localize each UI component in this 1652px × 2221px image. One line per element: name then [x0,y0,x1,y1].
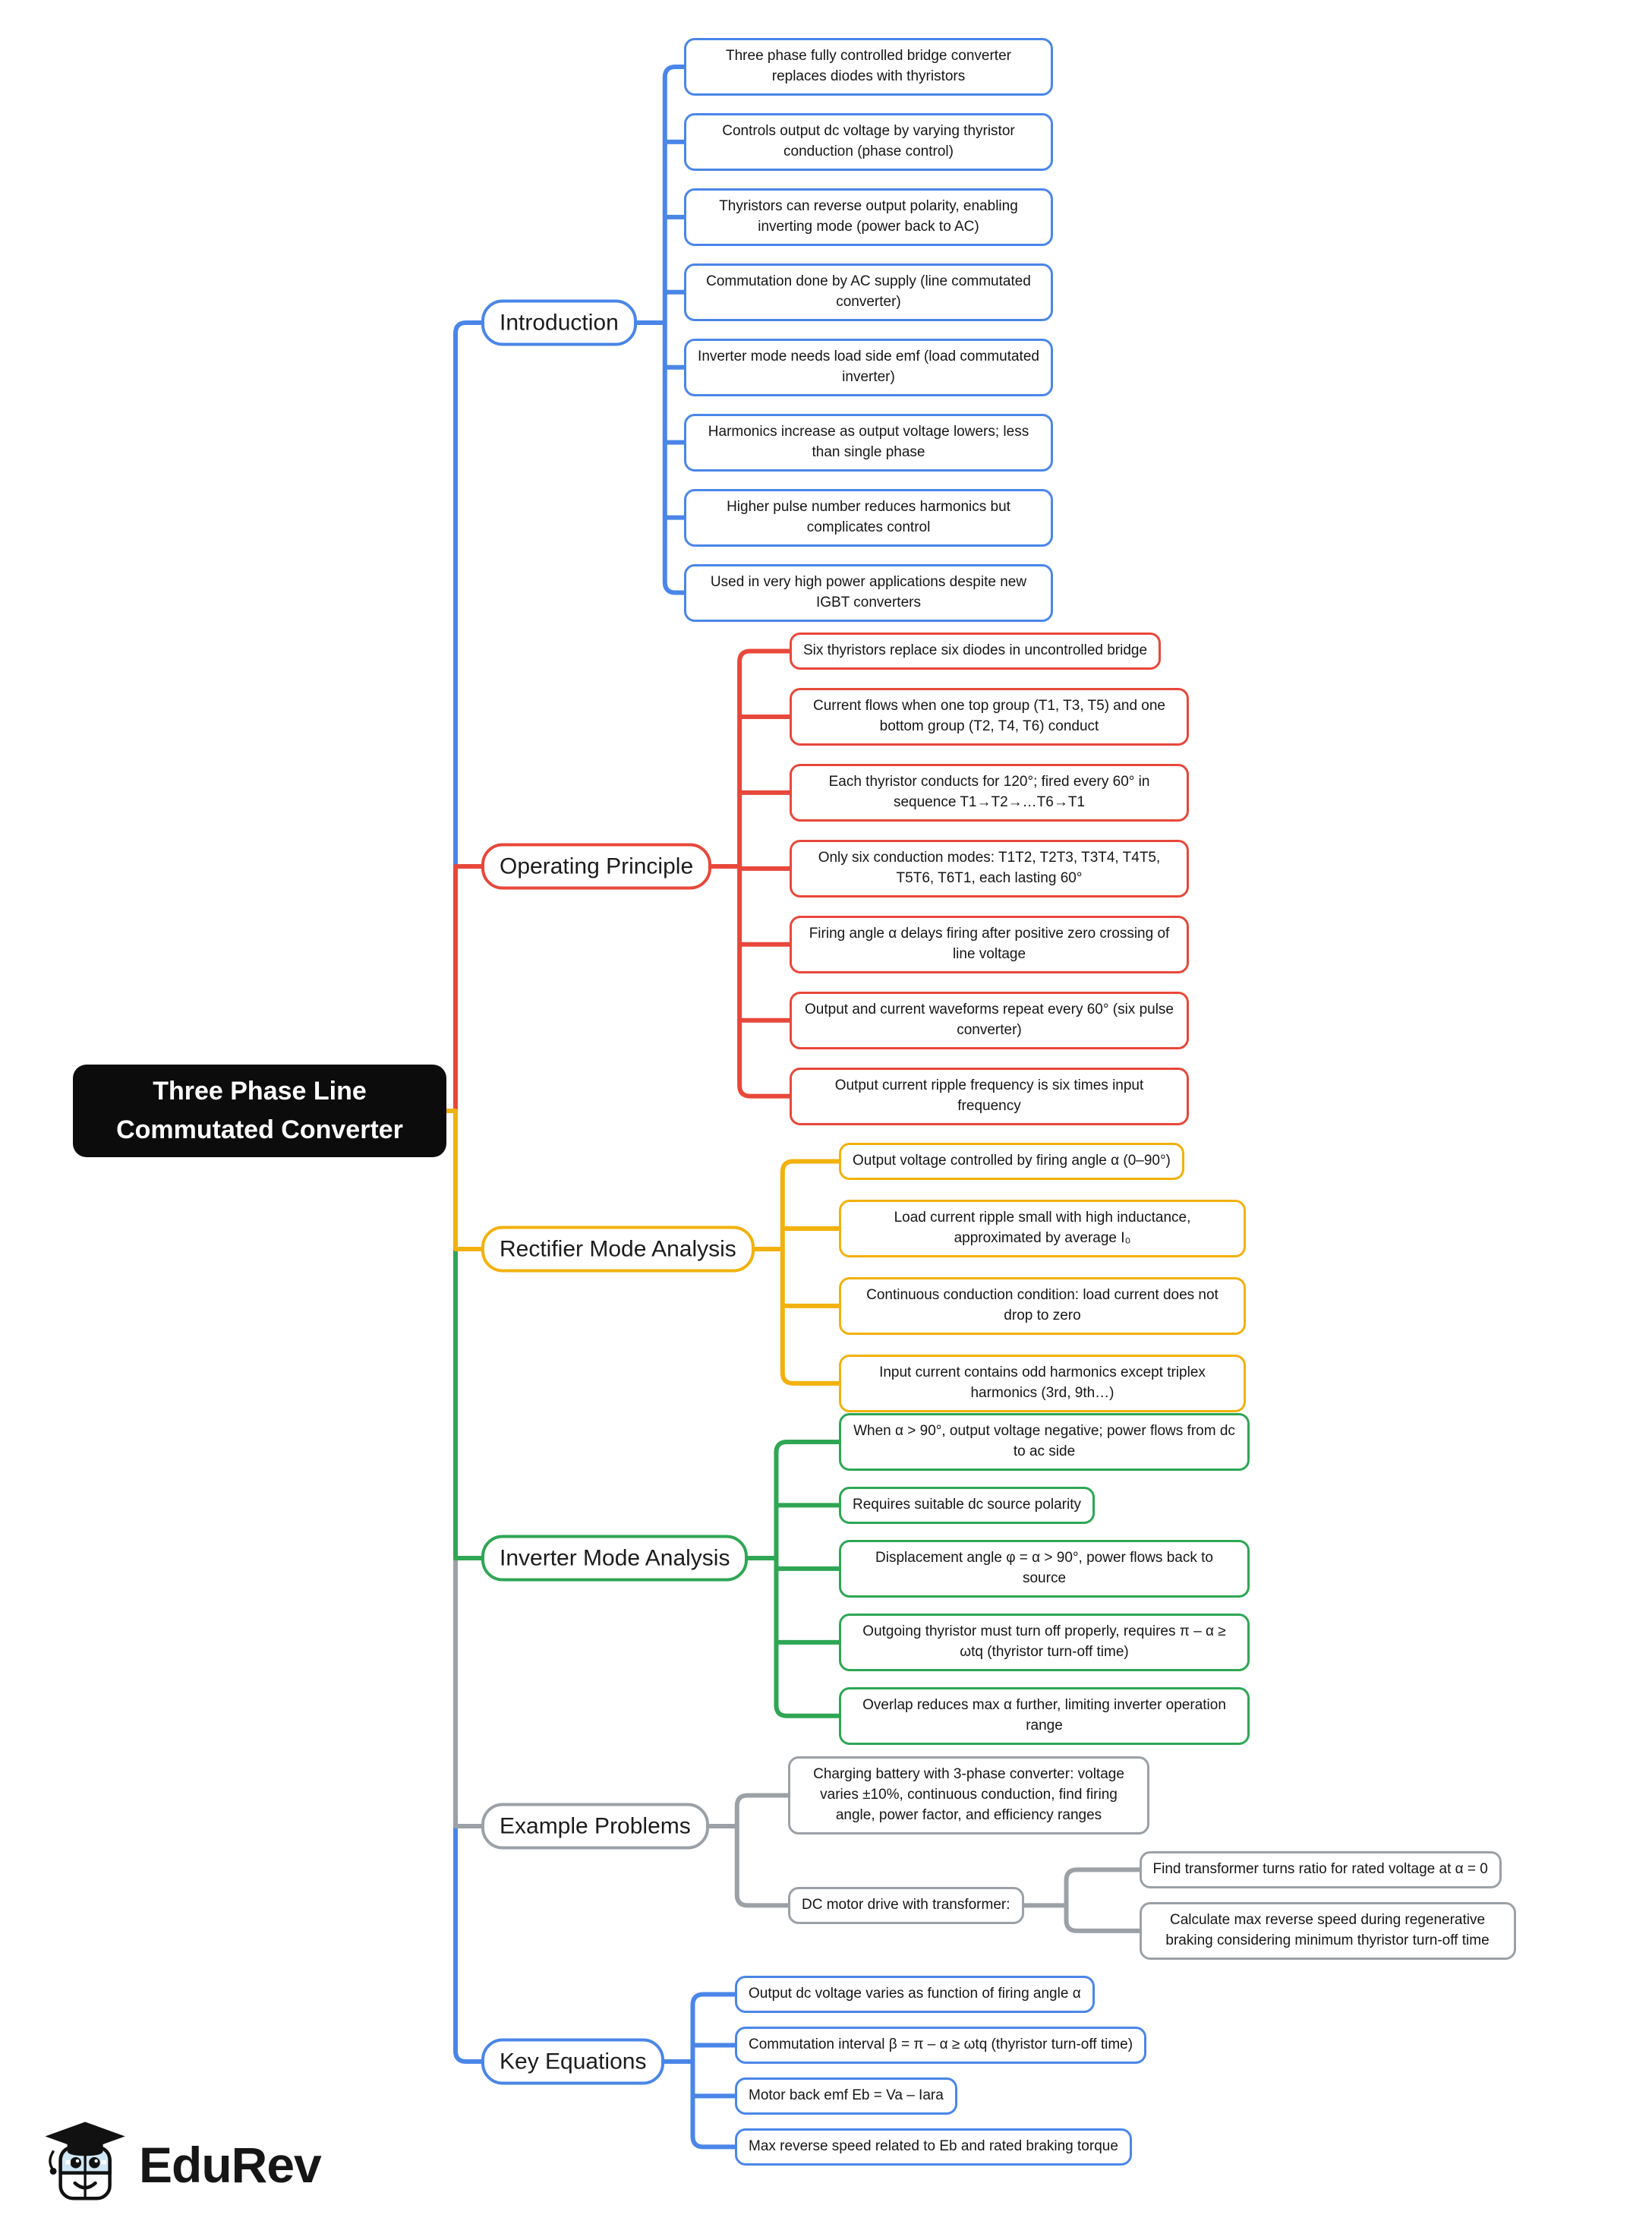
branch-label-key-equations[interactable]: Key Equations [481,2039,664,2085]
mindmap-node[interactable]: Max reverse speed related to Eb and rated braking torque [735,2128,1132,2166]
logo-text: EduRev [139,2137,321,2193]
branch-label-inverter-mode-analysis[interactable]: Inverter Mode Analysis [481,1535,748,1582]
mindmap-node[interactable]: Displacement angle φ = α > 90°, power flows back to source [839,1540,1250,1598]
mindmap-node[interactable]: Commutation done by AC supply (line commutated converter) [684,263,1053,321]
mindmap-node[interactable]: Requires suitable dc source polarity [839,1487,1095,1524]
mindmap-node[interactable]: When α > 90°, output voltage negative; power flows from dc to ac side [839,1413,1250,1471]
branch-label-example-problems[interactable]: Example Problems [481,1803,709,1850]
branch-children-rectifier-mode-analysis [839,1143,1246,1412]
edurev-logo [42,2120,321,2210]
branch-children-operating-principle [790,633,1189,1125]
mindmap-node[interactable]: Six thyristors replace six diodes in uncontrolled bridge [790,633,1161,670]
mindmap-node[interactable]: Outgoing thyristor must turn off properly, requires π – α ≥ ωtq (thyristor turn-off time) [839,1614,1250,1671]
mindmap-node[interactable]: Used in very high power applications despite new IGBT converters [684,564,1053,622]
connector-line [692,1994,735,2147]
mindmap-node[interactable]: Inverter mode needs load side emf (load commutated inverter) [684,339,1053,396]
branch-label-operating-principle[interactable]: Operating Principle [481,844,711,890]
mindmap-node[interactable]: Motor back emf Eb = Va – Iara [735,2077,957,2115]
connector-line [456,323,481,866]
connector-line [783,1161,839,1383]
connector-line [776,1442,839,1716]
mindmap-node[interactable]: Input current contains odd harmonics except triplex harmonics (3rd, 9th…) [839,1355,1246,1412]
branch-children-inverter-mode-analysis [839,1413,1250,1745]
mindmap-node[interactable]: Charging battery with 3-phase converter: voltage varies ±10%, continuous conduction, find firing angle, power factor, and efficiency ranges [788,1756,1149,1835]
mindmap-node[interactable]: Load current ripple small with high inductance, approximated by average I₀ [839,1200,1246,1257]
branch-children-introduction [684,38,1053,622]
mindmap-node[interactable]: Thyristors can reverse output polarity, enabling inverting mode (power back to AC) [684,188,1053,246]
mindmap-node[interactable]: Find transformer turns ratio for rated voltage at α = 0 [1140,1851,1502,1888]
mindmap-node[interactable]: Output voltage controlled by firing angle α (0–90°) [839,1143,1184,1180]
nested-branch-row [788,1851,1516,1960]
mindmap-node[interactable]: Overlap reduces max α further, limiting inverter operation range [839,1687,1250,1745]
connector-line [665,67,684,593]
connector-line [737,1795,788,1905]
mindmap-node[interactable]: Three phase fully controlled bridge converter replaces diodes with thyristors [684,38,1053,96]
branch-label-rectifier-mode-analysis[interactable]: Rectifier Mode Analysis [481,1226,755,1273]
graduate-cap-mascot-icon [42,2120,127,2210]
mindmap-node[interactable]: Commutation interval β = π – α ≥ ωtq (thyristor turn-off time) [735,2027,1146,2064]
mindmap-node[interactable]: Higher pulse number reduces harmonics but complicates control [684,489,1053,547]
mindmap-node[interactable]: DC motor drive with transformer: [788,1887,1024,1924]
mindmap-node[interactable]: Firing angle α delays firing after positive zero crossing of line voltage [790,916,1189,973]
root-node[interactable]: Three Phase Line Commutated Converter [73,1065,446,1157]
mindmap-node[interactable]: Continuous conduction condition: load current does not drop to zero [839,1277,1246,1335]
branch-children-key-equations [735,1976,1146,2166]
connector-line [456,1826,481,2062]
branch-children-example-problems [788,1756,1516,1960]
mindmap-node[interactable]: Output and current waveforms repeat every 60° (six pulse converter) [790,992,1189,1049]
nested-children [1140,1851,1516,1960]
mindmap-node[interactable]: Output current ripple frequency is six times input frequency [790,1068,1189,1125]
branch-label-introduction[interactable]: Introduction [481,300,637,346]
mindmap-node[interactable]: Only six conduction modes: T1T2, T2T3, T3T4, T4T5, T5T6, T6T1, each lasting 60° [790,840,1189,898]
mindmap-node[interactable]: Each thyristor conducts for 120°; fired every 60° in sequence T1→T2→…T6→T1 [790,764,1189,822]
mindmap-node[interactable]: Output dc voltage varies as function of firing angle α [735,1976,1095,2013]
mindmap-node[interactable]: Calculate max reverse speed during regenerative braking considering minimum thyristor turn-off time [1140,1902,1516,1960]
mindmap-node[interactable]: Controls output dc voltage by varying thyristor conduction (phase control) [684,113,1053,171]
mindmap-node[interactable]: Current flows when one top group (T1, T3, T5) and one bottom group (T2, T4, T6) conduct [790,688,1189,746]
mindmap-node[interactable]: Harmonics increase as output voltage lowers; less than single phase [684,414,1053,472]
